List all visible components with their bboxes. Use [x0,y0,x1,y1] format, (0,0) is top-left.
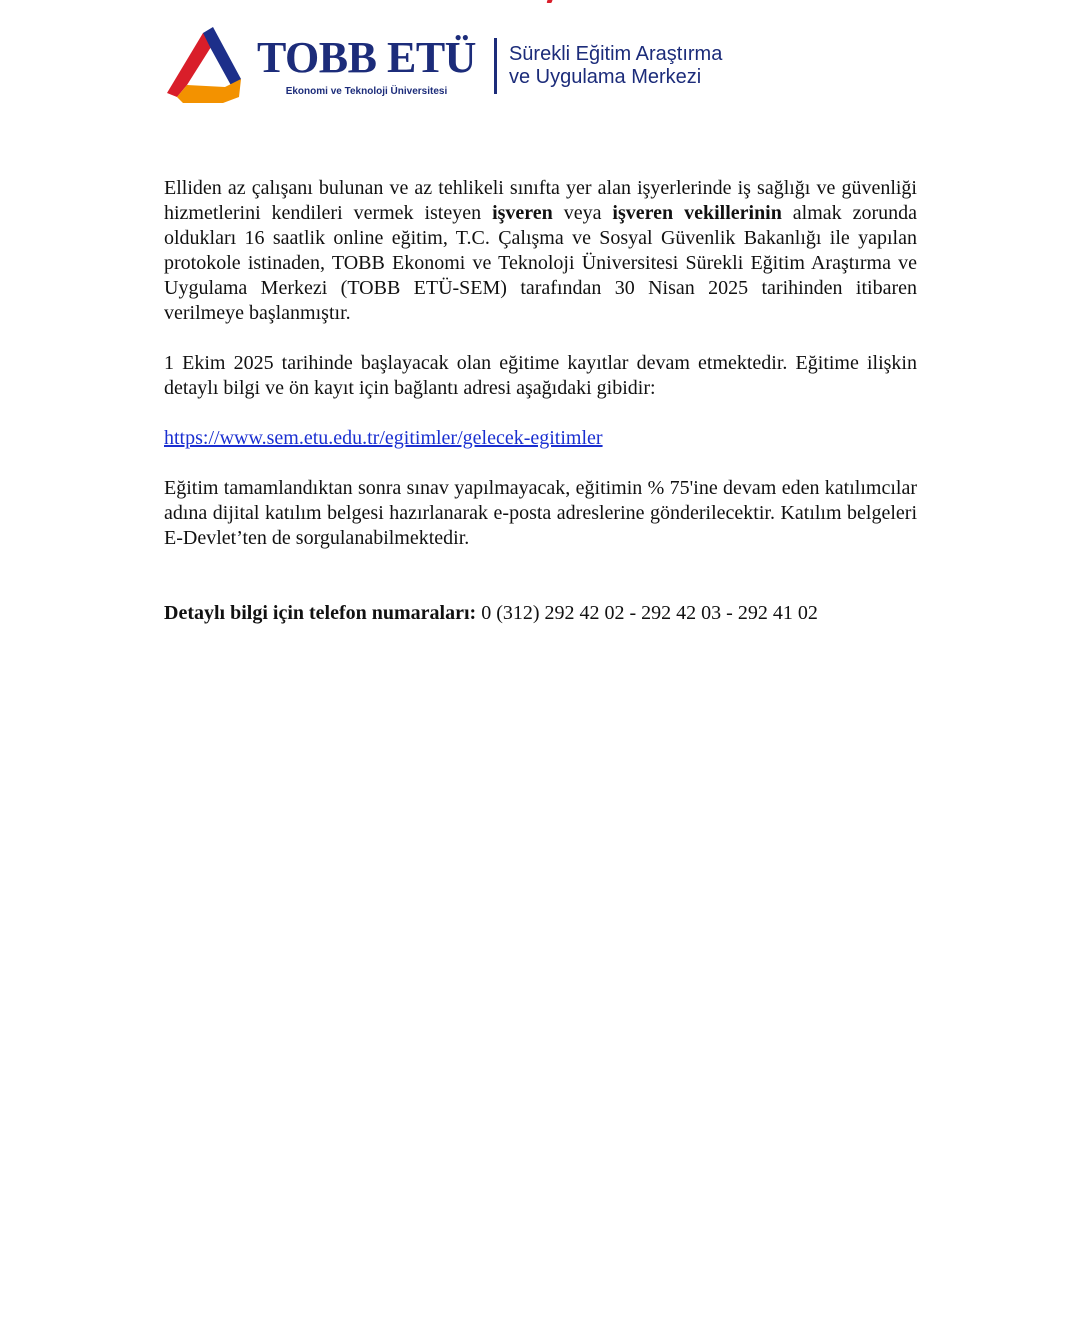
brand-subtitle: Ekonomi ve Teknoloji Üniversitesi [285,85,448,97]
contact-phone-numbers: 0 (312) 292 42 02 - 292 42 03 - 292 41 02 [476,602,818,624]
top-red-mark [547,0,555,3]
document-body [164,176,917,576]
paragraph-registration: 1 Ekim 2025 tarihinde başlayacak olan eğitime kayıtlar devam etmektedir. Eğitime ilişkin detaylı bilgi ve ön kayıt için bağlantı adresi aşağıdaki gibidir: [164,352,917,399]
center-name-line2: ve Uygulama Merkezi [508,66,702,88]
center-name-line1: Sürekli Eğitim Araştırma [508,43,723,65]
brand-name: TOBB ETÜ [257,32,476,82]
header-divider [494,38,497,94]
intro-bold-employer: işveren [492,202,553,224]
tobb-etu-logo-icon [163,27,243,105]
paragraph-intro [164,176,917,326]
intro-bold-employer-deputies: işveren vekillerinin [612,202,782,224]
center-name [509,43,722,89]
contact-label: Detaylı bilgi için telefon numaraları: [164,602,477,624]
letterhead [163,26,722,106]
contact-line [164,601,818,626]
training-link[interactable]: https://www.sem.etu.edu.tr/egitimler/gelecek-egitimler [164,427,603,449]
brand-block [257,32,476,97]
paragraph-certificate: Eğitim tamamlandıktan sonra sınav yapılmayacak, eğitimin % 75'ine devam eden katılımcılar adına dijital katılım belgesi hazırlanarak e-posta adreslerine gönderilecektir. Katılım belgeleri E-Devlet’ten de sorgulanabilmektedir. [164,477,917,549]
intro-text-3: almak zorunda oldukları 16 saatlik online eğitim, T.C. Çalışma ve Sosyal Güvenlik Bakanlığı ile yapılan protokole istinaden, TOBB Ekonomi ve Teknoloji Üniversitesi Sürekli Eğitim Araştırma ve Uygulama Merkezi (TOBB ETÜ-SEM) tarafından 30 Nisan 2025 tarihinden itibaren verilmeye başlanmıştır. [164,202,918,324]
intro-text-2: veya [552,202,613,224]
intro-text-1: Elliden az çalışanı bulunan ve az tehlikeli sınıfta yer alan işyerlerinde iş sağlığı ve güvenliği hizmetlerini kendileri vermek isteyen [164,177,917,224]
